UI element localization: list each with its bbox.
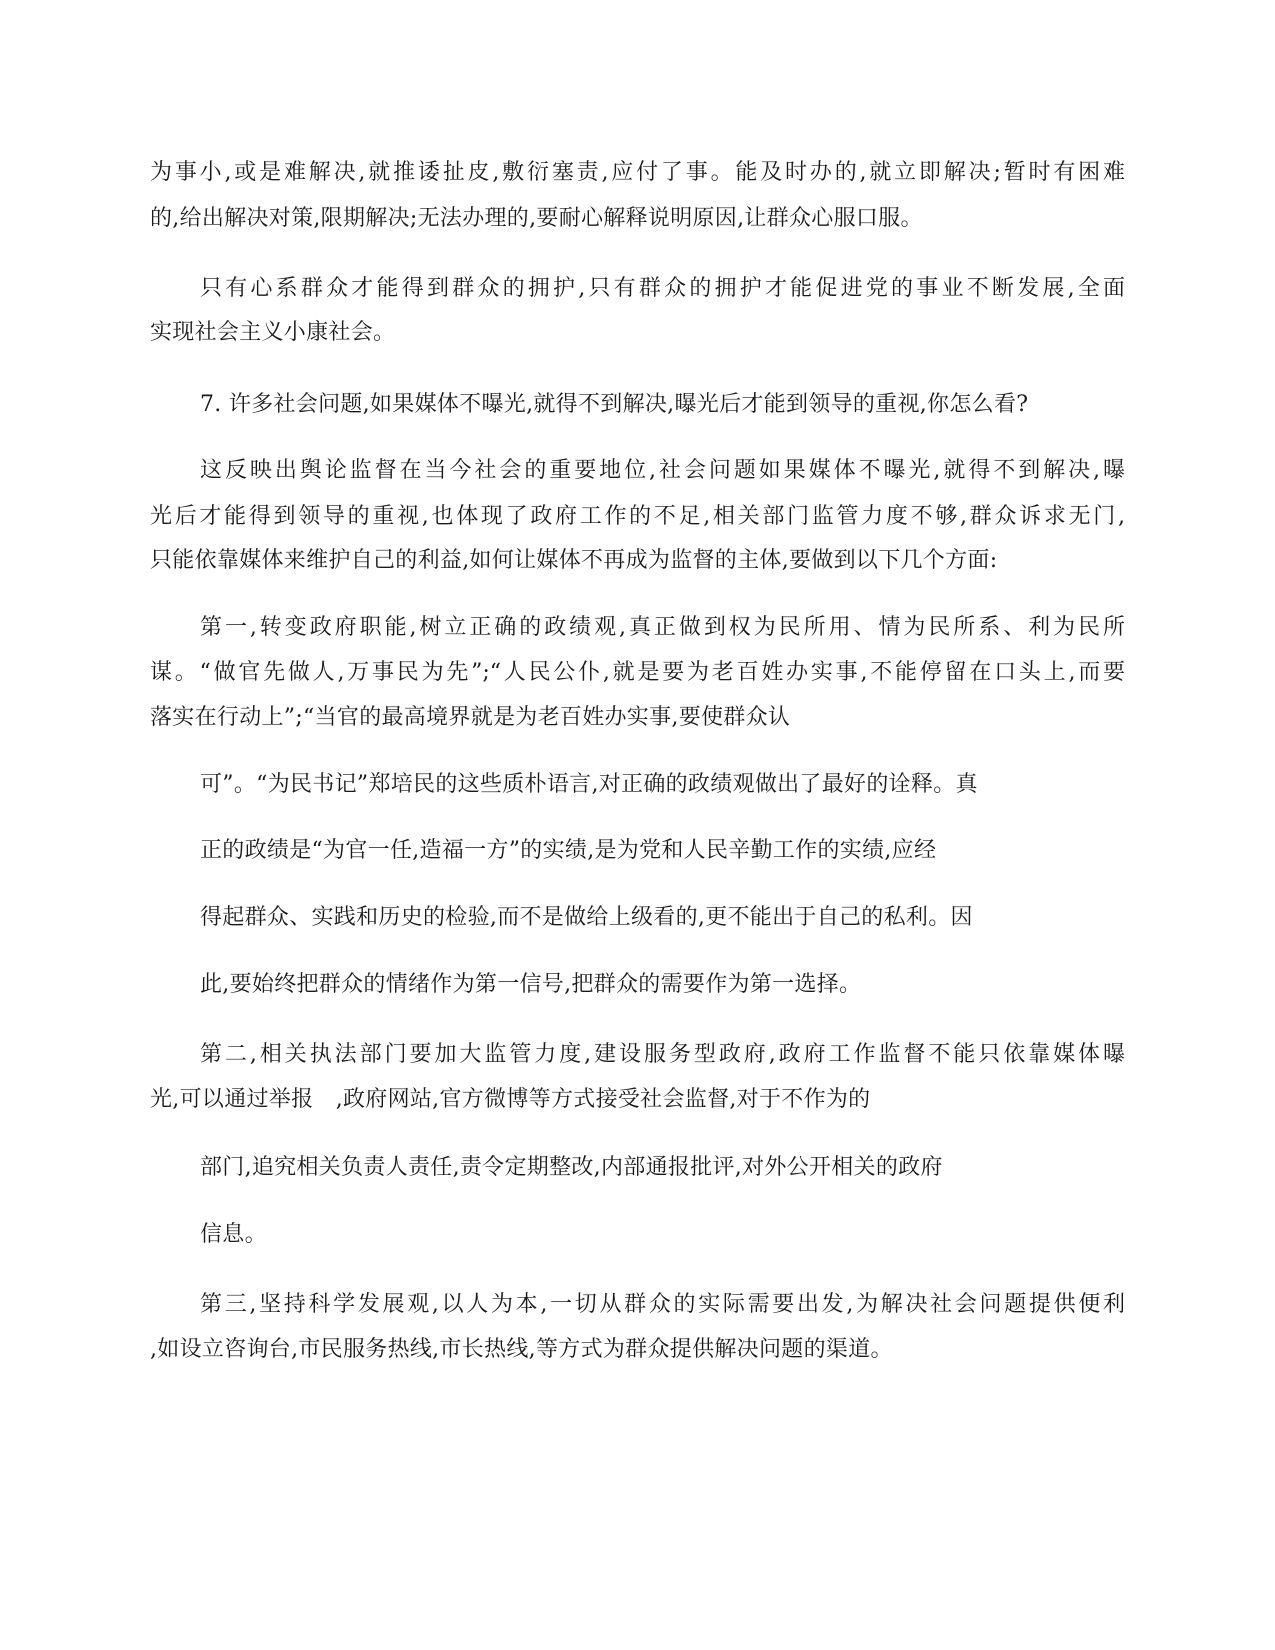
text-line: 只有心系群众才能得到群众的拥护,只有群众的拥护才能促进党的事业不断发展,全面 — [200, 276, 1125, 301]
text-line: 正的政绩是“为官一任,造福一方”的实绩,是为党和人民辛勤工作的实绩,应经 — [200, 838, 937, 863]
text-line: 第二,相关执法部门要加大监管力度,建设服务型政府,政府工作监督不能只依靠媒体曝 — [200, 1042, 1125, 1067]
text-line: 得起群众、实践和历史的检验,而不是做给上级看的,更不能出于自己的私利。因 — [200, 905, 973, 930]
text-line: 的,给出解决对策,限期解决;无法办理的,要耐心解释说明原因,让群众心服口服。 — [150, 206, 923, 231]
text-line: 落实在行动上”;“当官的最高境界就是为老百姓办实事,要使群众认 — [150, 705, 791, 730]
text-line: 可”。“为民书记”郑培民的这些质朴语言,对正确的政绩观做出了最好的诠释。真 — [200, 772, 978, 797]
text-line: 为事小,或是难解决,就推诿扯皮,敷衍塞责,应付了事。能及时办的,就立即解决;暂时有困难 — [150, 160, 1125, 185]
text-line: 部门,追究相关负责人责任,责令定期整改,内部通报批评,对外公开相关的政府 — [200, 1155, 943, 1180]
text-line: 第三,坚持科学发展观,以人为本,一切从群众的实际需要出发,为解决社会问题提供便利 — [200, 1292, 1125, 1317]
text-line: 信息。 — [200, 1222, 267, 1247]
text-line: 光后才能得到领导的重视,也体现了政府工作的不足,相关部门监管力度不够,群众诉求无门, — [150, 504, 1125, 529]
text-line: 光,可以通过举报 ,政府网站,官方微博等方式接受社会监督,对于不作为的 — [150, 1087, 871, 1112]
text-line: 实现社会主义小康社会。 — [150, 320, 396, 345]
text-line: 谋。“做官先做人,万事民为先”;“人民公仆,就是要为老百姓办实事,不能停留在口头上,而要 — [150, 660, 1125, 685]
text-line: 只能依靠媒体来维护自己的利益,如何让媒体不再成为监督的主体,要做到以下几个方面: — [150, 548, 998, 573]
text-line: 这反映出舆论监督在当今社会的重要地位,社会问题如果媒体不曝光,就得不到解决,曝 — [200, 458, 1125, 483]
text-line: ,如设立咨询台,市民服务热线,市长热线,等方式为群众提供解决问题的渠道。 — [150, 1337, 893, 1362]
text-line: 此,要始终把群众的情绪作为第一信号,把群众的需要作为第一选择。 — [200, 972, 862, 997]
question-heading: 7. 许多社会问题,如果媒体不曝光,就得不到解决,曝光后才能到领导的重视,你怎么看? — [200, 392, 1029, 417]
text-line: 第一,转变政府职能,树立正确的政绩观,真正做到权为民所用、情为民所系、利为民所 — [200, 615, 1125, 640]
